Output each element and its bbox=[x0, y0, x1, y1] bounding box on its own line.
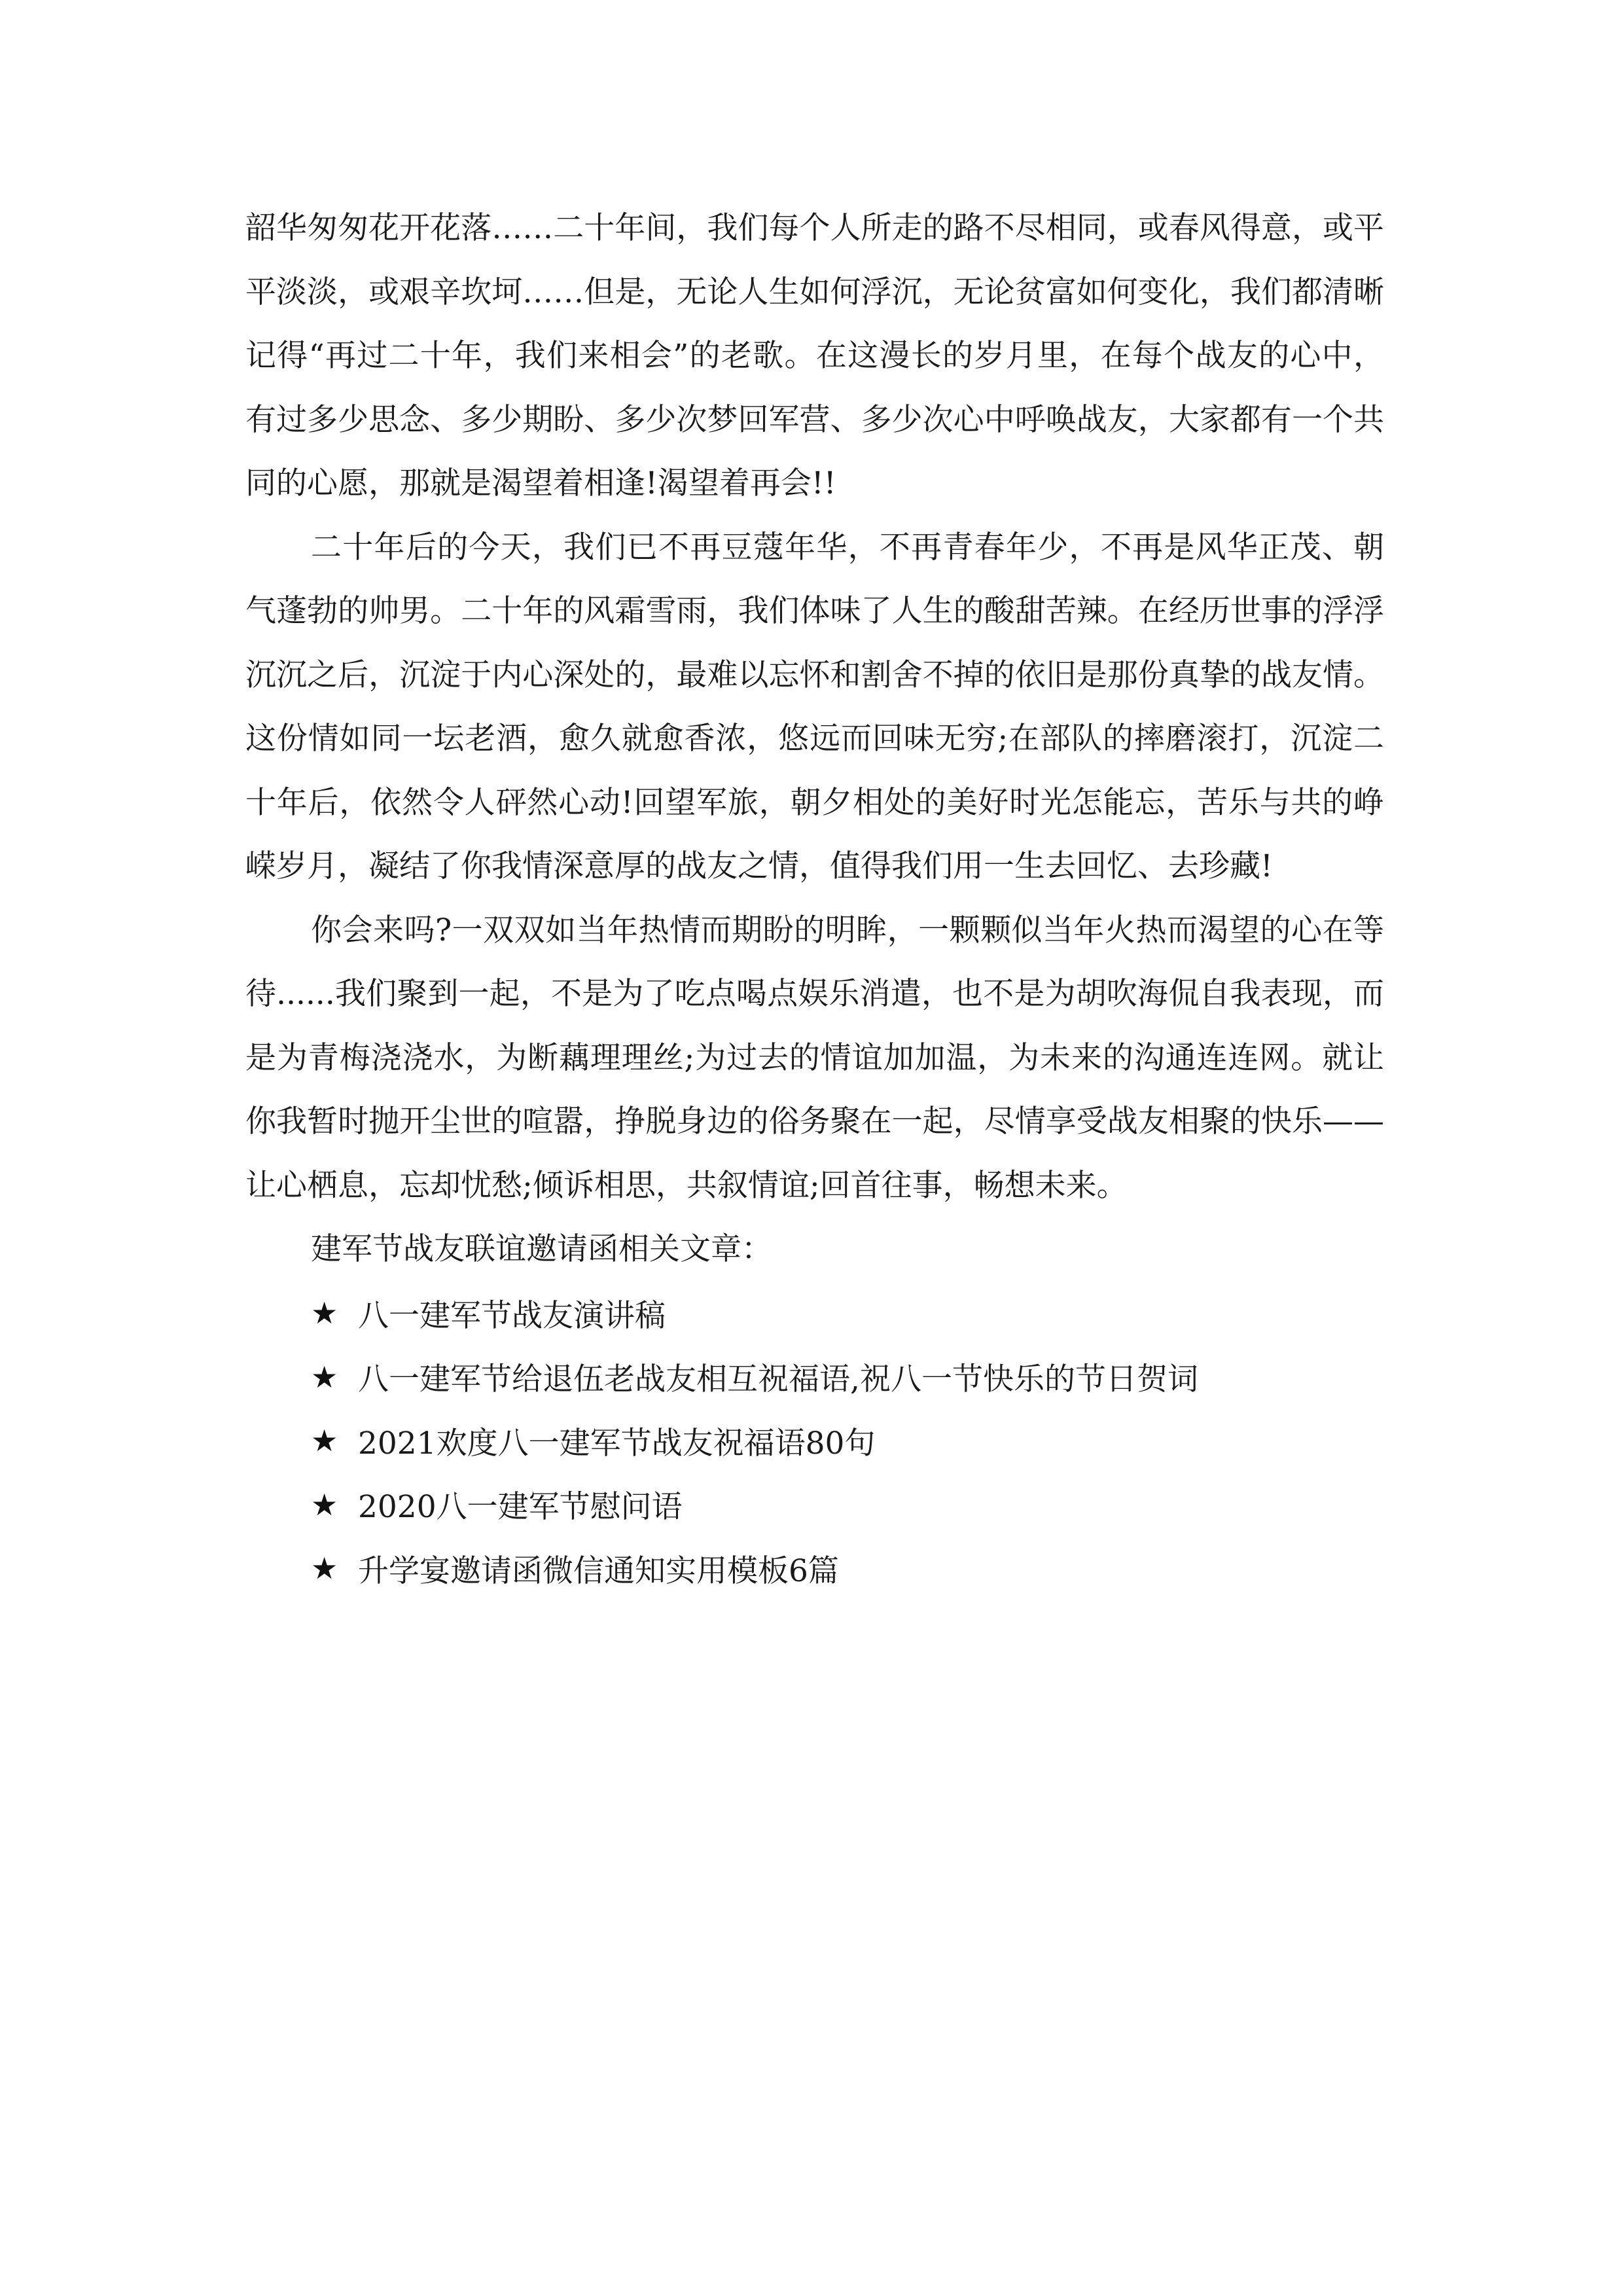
related-article-link[interactable]: 2021欢度八一建军节战友祝福语80句 bbox=[358, 1425, 876, 1462]
related-article-link[interactable]: 八一建军节战友演讲稿 bbox=[358, 1297, 666, 1334]
star-icon: ★ bbox=[311, 1295, 338, 1331]
paragraph-3: 你会来吗?一双双如当年热情而期盼的明眸，一颗颗似当年火热而渴望的心在等待......我们聚到一起，不是为了吃点喝点娱乐消遣，也不是为胡吹海侃自我表现，而是为青梅浇浇水，为断藕理理丝;为过去的情谊加加温，为未来的沟通连连网。就让你我暂时抛开尘世的喧嚣，挣脱身边的俗务聚在一起，尽情享受战友相聚的快乐——让心栖息，忘却忧愁;倾诉相思，共叙情谊;回首往事，畅想未来。 bbox=[245, 912, 1384, 1204]
related-article-link[interactable]: 2020八一建军节慰问语 bbox=[358, 1489, 683, 1526]
star-icon: ★ bbox=[311, 1423, 338, 1459]
star-icon: ★ bbox=[311, 1486, 338, 1522]
related-article-link[interactable]: 升学宴邀请函微信通知实用模板6篇 bbox=[358, 1552, 839, 1589]
paragraph-1: 韶华匆匆花开花落……二十年间，我们每个人所走的路不尽相同，或春风得意，或平平淡淡，或艰辛坎坷……但是，无论人生如何浮沉，无论贫富如何变化，我们都清晰记得“再过二十年，我们来相会”的老歌。在这漫长的岁月里，在每个战友的心中，有过多少思念、多少期盼、多少次梦回军营、多少次心中呼唤战友，大家都有一个共同的心愿，那就是渴望着相逢!渴望着再会!! bbox=[245, 210, 1384, 501]
paragraph-2: 二十年后的今天，我们已不再豆蔻年华，不再青春年少，不再是风华正茂、朝气蓬勃的帅男。二十年的风霜雪雨，我们体味了人生的酸甜苦辣。在经历世事的浮浮沉沉之后，沉淀于内心深处的，最难以忘怀和割舍不掉的依旧是那份真挚的战友情。这份情如同一坛老酒，愈久就愈香浓，悠远而回味无穷;在部队的摔磨滚打，沉淀二十年后，依然令人砰然心动!回望军旅，朝夕相处的美好时光怎能忘，苦乐与共的峥嵘岁月，凝结了你我情深意厚的战友之情，值得我们用一生去回忆、去珍藏! bbox=[245, 529, 1384, 884]
related-articles-list bbox=[245, 1282, 1384, 1601]
document-body bbox=[245, 196, 1384, 1600]
related-article-item bbox=[245, 1537, 1384, 1601]
related-articles-heading: 建军节战友联谊邀请函相关文章： bbox=[311, 1231, 772, 1267]
related-article-link[interactable]: 八一建军节给退伍老战友相互祝福语,祝八一节快乐的节日贺词 bbox=[358, 1361, 1198, 1398]
related-article-item bbox=[245, 1282, 1384, 1346]
related-article-item bbox=[245, 1345, 1384, 1409]
star-icon: ★ bbox=[311, 1551, 338, 1587]
related-article-item bbox=[245, 1409, 1384, 1473]
star-icon: ★ bbox=[311, 1359, 338, 1395]
related-article-item bbox=[245, 1473, 1384, 1537]
